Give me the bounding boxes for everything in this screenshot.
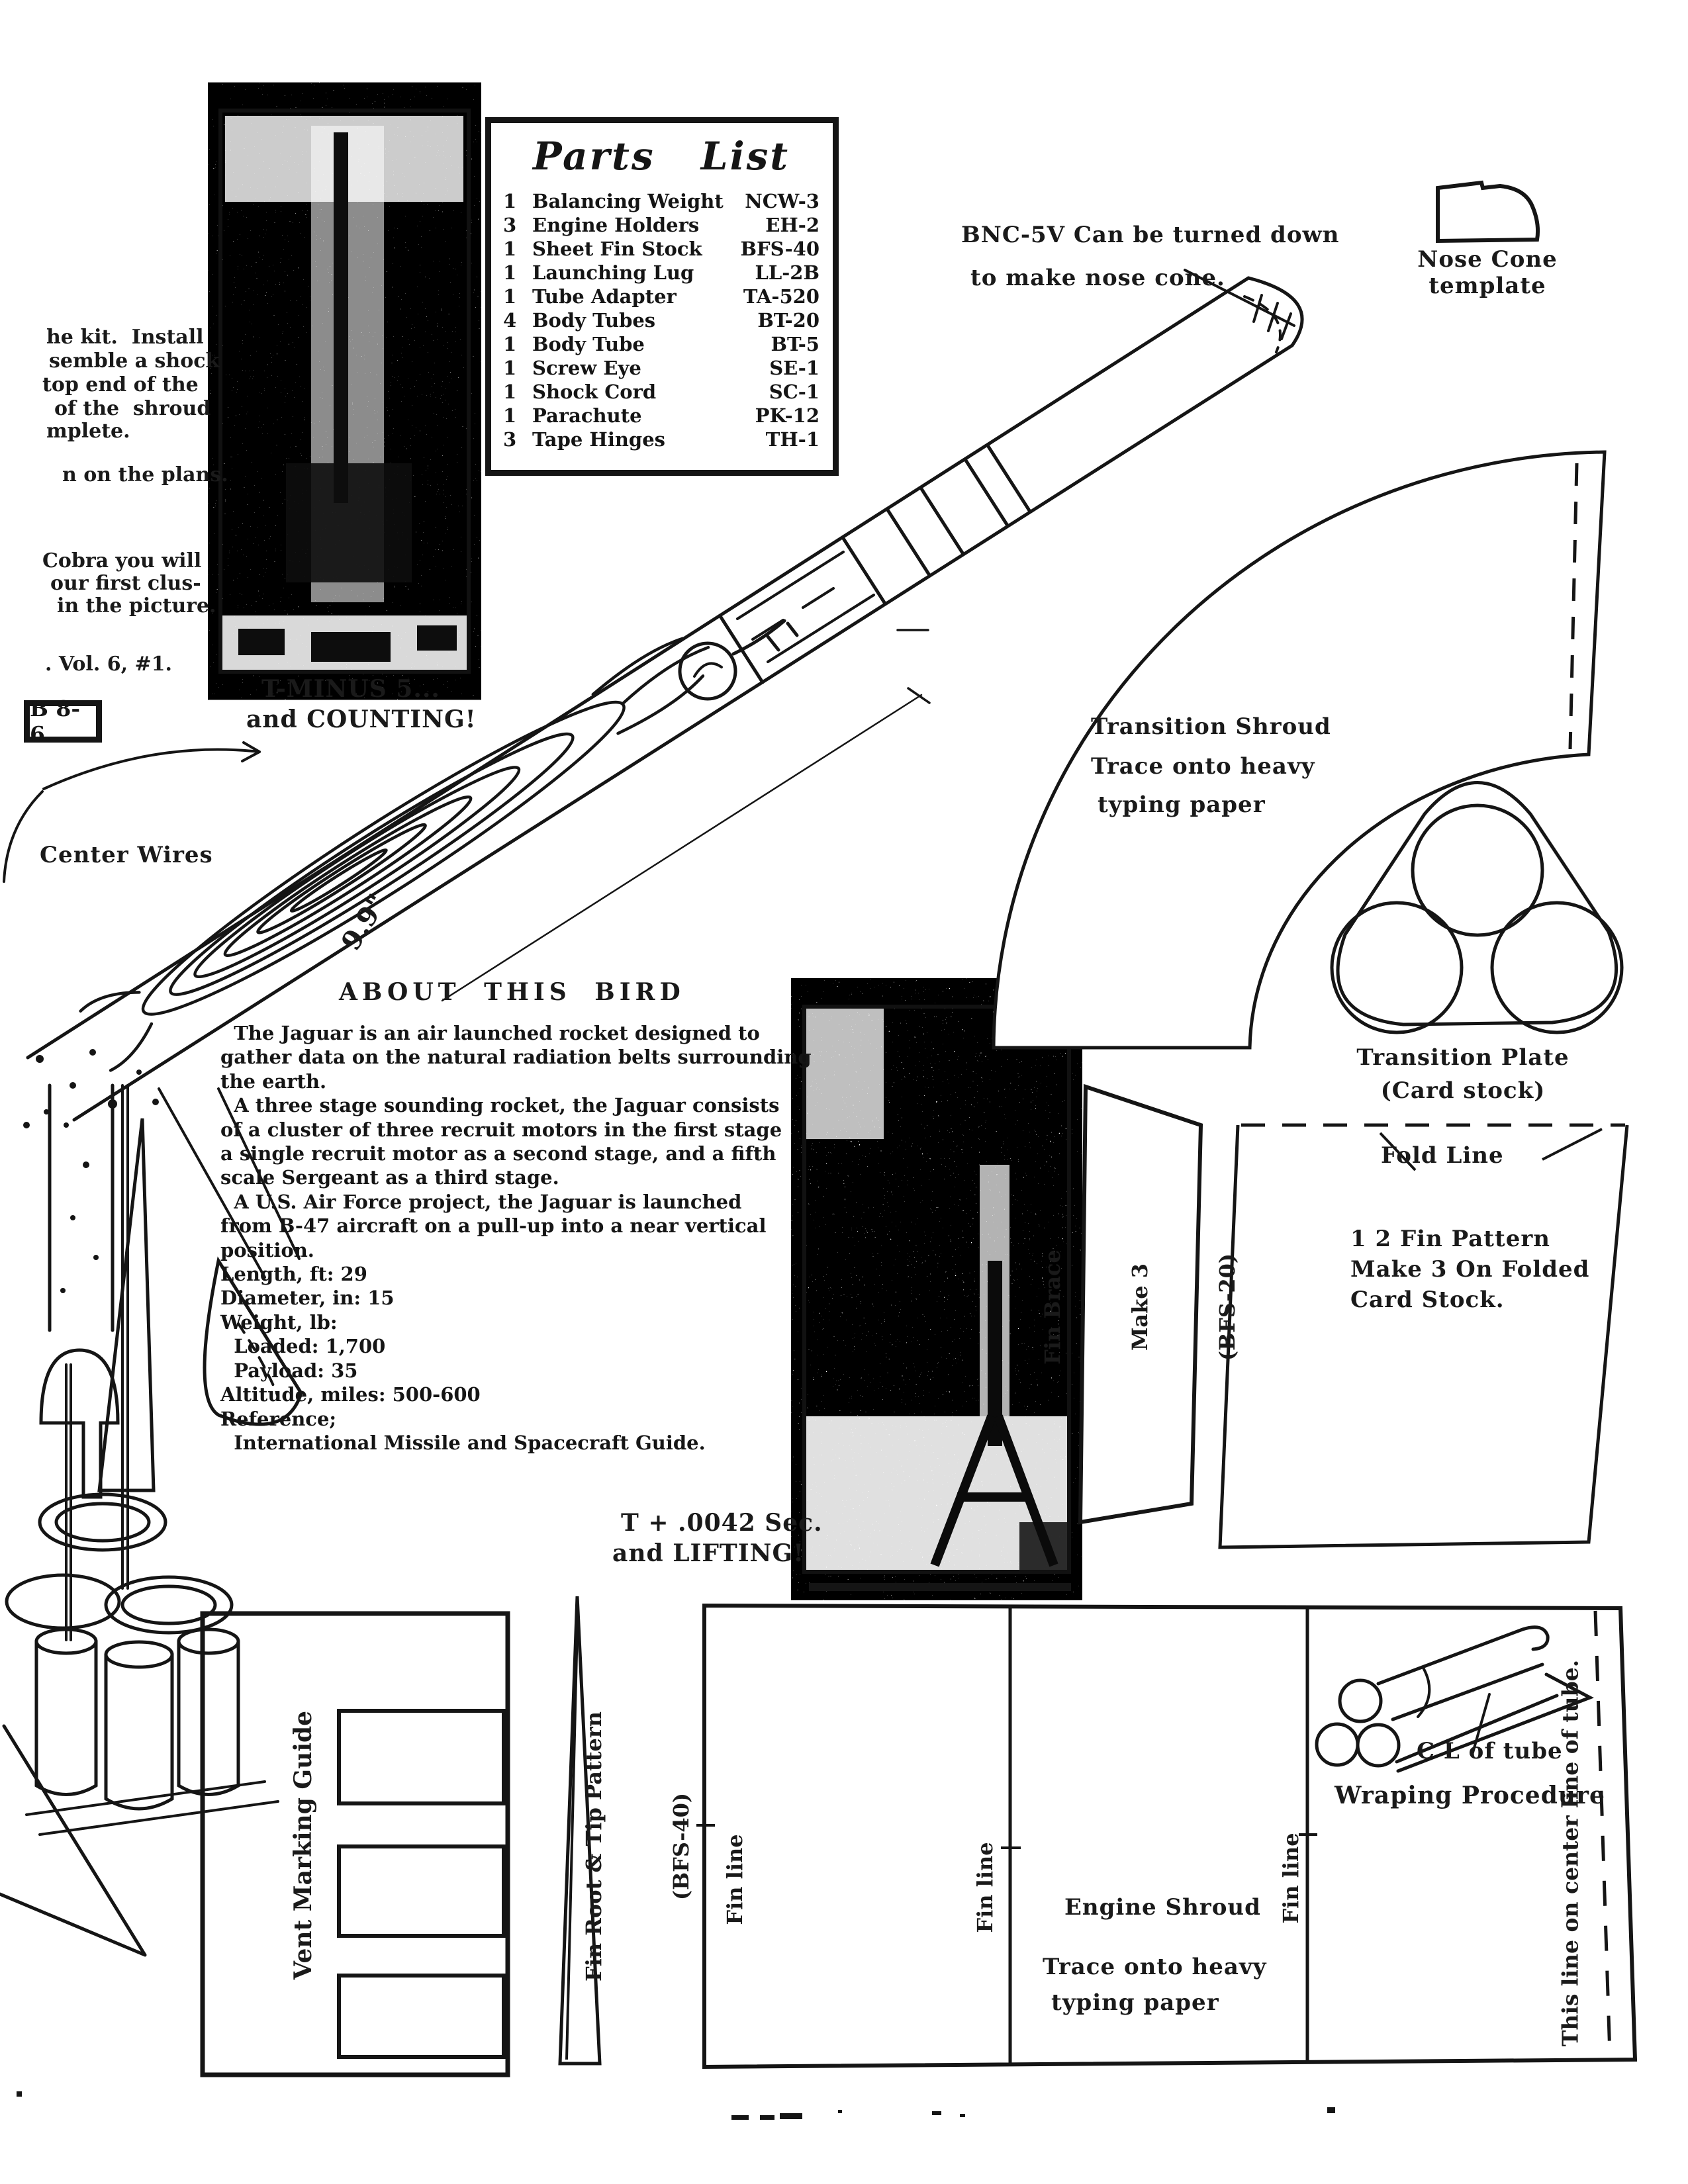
nose-note-line2: to make nose cone. [970,265,1225,291]
fin-line-label-1: Fin line [722,1834,747,1925]
part-name: Tube Adapter [532,285,677,308]
engine-shroud-note-line2: typing paper [1051,1989,1219,2016]
nose-note-line1: BNC-5V Can be turned down [961,222,1340,248]
part-code: NCW-3 [745,190,820,212]
parts-row [503,428,820,451]
part-code: BT-5 [771,333,820,355]
transition-plate-label-line1: Transition Plate [1356,1044,1570,1071]
center-wires-label: Center Wires [40,842,213,868]
engine-shroud-note-line1: Trace onto heavy [1043,1954,1267,1980]
about-heading: ABOUT THIS BIRD [339,978,685,1006]
part-qty: 1 [503,333,517,355]
fin-line-label-2: Fin line [972,1842,998,1933]
fin-line-label-3: Fin line [1278,1833,1303,1924]
part-name: Body Tubes [532,309,656,332]
photo-launchpad [220,111,469,672]
fragment-line: n on the plans. [62,463,228,486]
about-line: International Missile and Spacecraft Guide. [220,1431,706,1454]
part-code: SE-1 [769,357,820,379]
part-name: Launching Lug [532,261,694,284]
part-qty: 4 [503,309,517,332]
fin-root-tip-label-line2: (BFS-40) [669,1792,694,1901]
fragment-line: semble a shock [49,349,220,373]
parts-row [503,213,820,237]
parts-row [503,308,820,332]
fragment-line: of the shroud [54,397,211,420]
parts-row [503,261,820,285]
parts-row [503,332,820,356]
part-qty: 3 [503,428,517,451]
part-qty: 1 [503,190,517,212]
nose-template-label-line2: template [1429,273,1546,299]
part-qty: 3 [503,214,517,236]
part-name: Parachute [532,404,642,427]
about-line: position. [220,1238,314,1261]
vent-marking-guide-label: Vent Marking Guide [289,1710,317,1980]
photo1-caption-line1: T-MINUS 5... [261,675,440,703]
parts-list-box [485,117,839,476]
tube-center-line-note: This line on center line of tube. [1557,1659,1583,2047]
part-code: TH-1 [765,428,820,451]
part-qty: 1 [503,404,517,427]
about-line: Reference; [220,1407,337,1430]
part-name: Body Tube [532,333,645,355]
photo1-caption-line2: and COUNTING! [246,705,477,733]
part-code: TA-520 [743,285,820,308]
dimension-label: 9.9" [335,888,394,956]
wrapping-procedure-title: Wraping Procedure [1335,1782,1605,1809]
part-qty: 1 [503,238,517,260]
half-fin-label-line2: Make 3 On Folded [1350,1256,1590,1283]
figure-reference-box [24,696,102,747]
part-qty: 1 [503,285,517,308]
parts-row [503,189,820,213]
about-line: Diameter, in: 15 [220,1287,395,1310]
about-line: Loaded: 1,700 [220,1335,386,1358]
parts-row [503,356,820,380]
fragment-line: Cobra you will [42,549,202,572]
part-code: LL-2B [755,261,820,284]
transition-plate-label-line2: (Card stock) [1380,1077,1546,1104]
figure-reference-label: B 8-6. [30,696,81,747]
fin-brace-label-line2: Make 3 [1127,1263,1152,1351]
part-code: SC-1 [769,381,820,403]
about-line: scale Sergeant as a third stage. [220,1166,559,1189]
about-line: a single recruit motor as a second stage, and a fifth [220,1142,776,1165]
part-qty: 1 [503,261,517,284]
fin-brace-label-line3: (BFS-20) [1215,1253,1240,1361]
parts-list-rows [503,189,820,451]
fragment-line: he kit. Install [46,326,204,349]
about-line: Altitude, miles: 500-600 [220,1383,481,1406]
part-code: PK-12 [755,404,820,427]
fin-root-tip-label [521,1711,754,1981]
nose-cone-template-shape [1438,183,1538,241]
part-code: EH-2 [765,214,820,236]
about-line: gather data on the natural radiation belts surrounding [220,1046,812,1069]
part-name: Balancing Weight [532,190,724,212]
about-line: from B-47 aircraft on a pull-up into a near vertical [220,1214,767,1238]
fin-root-tip-label-line1: Fin Root & Tip Pattern [581,1711,606,1981]
about-text-block [220,1021,812,1455]
part-code: BFS-40 [740,238,820,260]
fragment-line: . Vol. 6, #1. [45,653,172,676]
parts-row [503,380,820,404]
photo2-caption-line1: T + .0042 Sec. [621,1509,823,1537]
half-fin-label-line1: 1 2 Fin Pattern [1350,1226,1550,1252]
fin-brace-label [980,1250,1300,1365]
about-line: A three stage sounding rocket, the Jaguar consists [220,1094,780,1117]
fragment-line: top end of the [42,373,199,396]
engine-shroud-title: Engine Shroud [1064,1894,1261,1921]
about-line: of a cluster of three recruit motors in the first stage [220,1118,782,1141]
part-name: Shock Cord [532,381,657,403]
parts-row [503,237,820,261]
about-line: the earth. [220,1069,327,1093]
fin-brace-label-line1: Fin Brace [1040,1250,1065,1365]
part-name: Tape Hinges [532,428,665,451]
parts-row [503,404,820,428]
vent-marking-guide-pattern [203,1614,508,2075]
transition-shroud-pattern [994,452,1605,1048]
transition-shroud-label-line1: Transition Shroud [1091,713,1331,740]
about-line: Weight, lb: [220,1310,338,1334]
fragment-line: in the picture. [57,594,216,617]
about-line: Payload: 35 [220,1359,358,1382]
scan-specks [17,2091,1335,2120]
part-qty: 1 [503,357,517,379]
part-code: BT-20 [757,309,820,332]
fragment-line: our first clus- [50,572,201,595]
fold-line-label: Fold Line [1381,1142,1504,1169]
half-fin-label-line3: Card Stock. [1350,1287,1505,1313]
part-name: Sheet Fin Stock [532,238,702,260]
nose-template-label-line1: Nose Cone [1417,246,1558,273]
about-line: The Jaguar is an air launched rocket designed to [220,1022,760,1044]
transition-shroud-label-line2: Trace onto heavy [1091,753,1315,780]
center-line-of-tube-label: C L of tube [1417,1738,1563,1764]
photo2-caption-line2: and LIFTING! [612,1539,804,1567]
part-name: Engine Holders [532,214,700,236]
part-name: Screw Eye [532,357,641,379]
about-line: Length, ft: 29 [220,1263,367,1286]
about-line: A U.S. Air Force project, the Jaguar is launched [220,1190,742,1213]
part-qty: 1 [503,381,517,403]
transition-shroud-label-line3: typing paper [1098,792,1266,818]
parts-row [503,285,820,308]
fragment-line: mplete. [46,420,130,443]
parts-list-title: Parts List [532,134,790,179]
